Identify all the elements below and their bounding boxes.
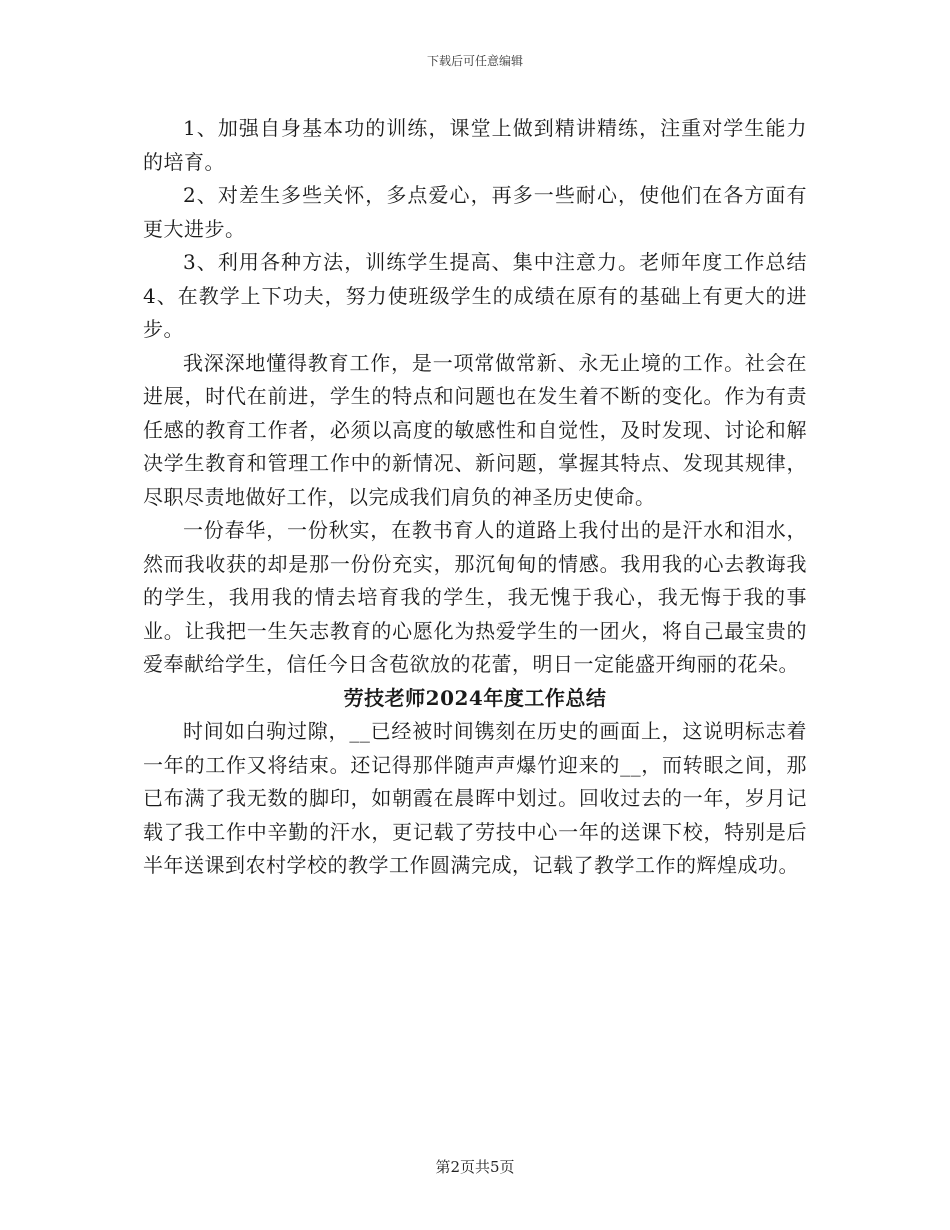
paragraph-3: 3、利用各种方法，训练学生提高、集中注意力。老师年度工作总结4、在教学上下功夫，努力使班级学生的成绩在原有的基础上有更大的进步。 <box>143 250 807 341</box>
section-paragraph-1: 时间如白驹过隙，__已经被时间镌刻在历史的画面上，这说明标志着一年的工作又将结束。还记得那伴随声声爆竹迎来的__，而转眼之间，那已布满了我无数的脚印，如朝霞在晨晖中划过。回收过去的一年，岁月记载了我工作中辛勤的汗水，更记载了劳技中心一年的送课下校，特别是后半年送课到农村学校的教学工作圆满完成，记载了教学工作的辉煌成功。 <box>143 719 807 877</box>
paragraph-1: 1、加强自身基本功的训练，课堂上做到精讲精练，注重对学生能力的培育。 <box>143 116 807 174</box>
section-title: 劳技老师2024年度工作总结 <box>343 685 607 710</box>
paragraph-4: 我深深地懂得教育工作，是一项常做常新、永无止境的工作。社会在进展，时代在前进，学生的特点和问题也在发生着不断的变化。作为有责任感的教育工作者，必须以高度的敏感性和自觉性，及时发现、讨论和解决学生教育和管理工作中的新情况、新问题，掌握其特点、发现其规律，尽职尽责地做好工作，以完成我们肩负的神圣历史使命。 <box>143 350 807 509</box>
page-header: 下载后可任意编辑 <box>426 54 523 68</box>
paragraph-5: 一份春华，一份秋实，在教书育人的道路上我付出的是汗水和泪水，然而我收获的却是那一份份充实，那沉甸甸的情感。我用我的心去教诲我的学生，我用我的情去培育我的学生，我无愧于我心，我无悔于我的事业。让我把一生矢志教育的心愿化为热爱学生的一团火，将自己最宝贵的爱奉献给学生，信任今日含苞欲放的花蕾，明日一定能盛开绚丽的花朵。 <box>143 518 807 676</box>
page-footer: 第2页共5页 <box>435 1158 515 1176</box>
document-body <box>143 112 807 883</box>
paragraph-2: 2、对差生多些关怀，多点爱心，再多一些耐心，使他们在各方面有更大进步。 <box>143 183 807 241</box>
